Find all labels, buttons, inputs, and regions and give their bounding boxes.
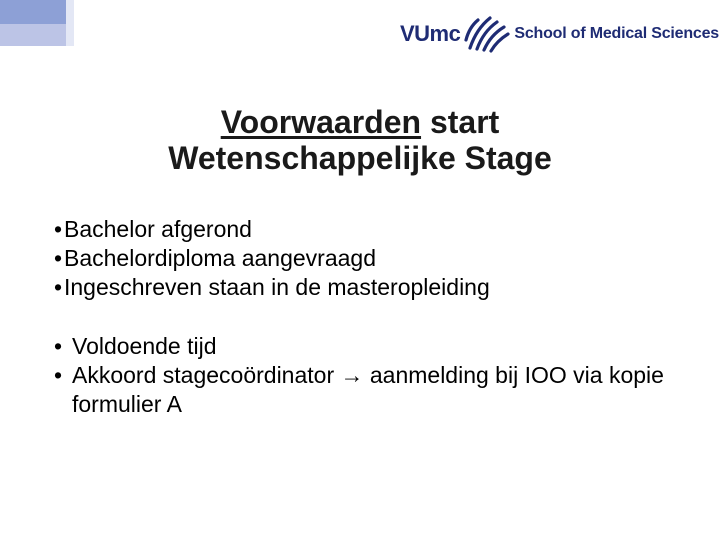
bullet-icon: • — [54, 333, 63, 359]
logo-vumc-text: VUmc — [400, 21, 461, 46]
list-item-text: Bachelor afgerond — [64, 216, 252, 242]
title-underlined-word: Voorwaarden — [220, 104, 422, 140]
bullet-list-requirements — [54, 215, 694, 302]
logo-school-text: School of Medical Sciences — [514, 25, 720, 42]
corner-decoration-block — [0, 0, 66, 24]
bullet-icon: • — [54, 274, 63, 300]
bullet-icon: • — [54, 245, 63, 271]
title-line-2: Wetenschappelijke Stage — [168, 140, 552, 176]
slide-title — [0, 104, 720, 176]
list-item — [54, 215, 694, 244]
list-item-text: Bachelordiploma aangevraagd — [64, 245, 376, 271]
bullet-icon: • — [54, 216, 63, 242]
logo-swoosh-icon — [464, 14, 510, 54]
bullet-list-conditions — [54, 332, 714, 419]
list-item-text: Akkoord stagecoördinator → aanmelding bij IOO via kopie formulier A — [72, 362, 664, 417]
list-item-text: Voldoende tijd — [72, 333, 217, 359]
bullet-icon: • — [54, 362, 63, 388]
list-item — [54, 244, 694, 273]
list-item — [54, 361, 714, 419]
list-item — [54, 273, 694, 302]
list-item-text: Ingeschreven staan in de masteropleiding — [64, 274, 490, 300]
list-item — [54, 332, 714, 361]
title-line-1 — [0, 104, 720, 140]
title-line-1-rest: start — [421, 104, 500, 140]
vumc-logo — [400, 14, 719, 54]
corner-decoration-strip — [66, 0, 74, 46]
